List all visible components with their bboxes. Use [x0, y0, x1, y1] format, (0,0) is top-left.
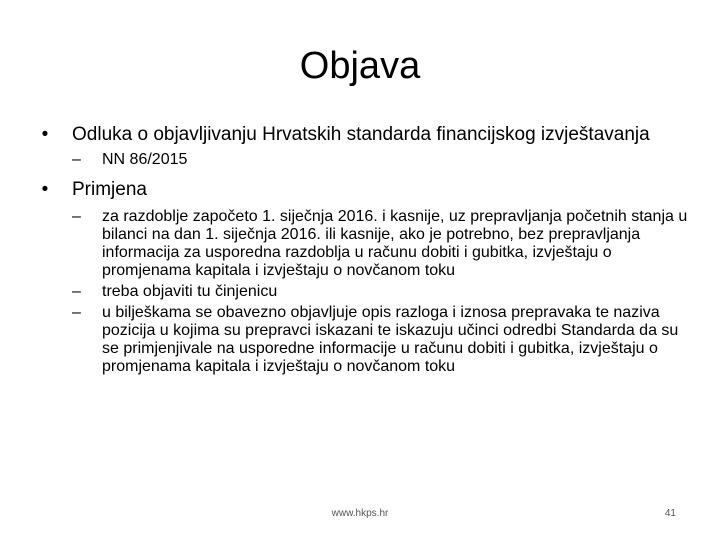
sub-item-text: treba objaviti tu činjenicu: [102, 283, 278, 300]
bullet-icon: •: [41, 124, 49, 145]
bullet-icon: •: [41, 179, 49, 200]
footer-url: www.hkps.hr: [331, 508, 389, 519]
bullet-item-publication-decision: [30, 124, 690, 145]
dash-icon: –: [72, 151, 81, 168]
sub-item-text: u bilješkama se obavezno objavljuje opis razloga i iznosa prepravaka te naziva pozicija u kojima su prepravci iskazani te iskazuju učinci odredbi Standarda da su se primjenjivale na usporedne informacije u računu dobiti i gubitka, izvještaju o promjenama kapitala i izvještaju o novčanom toku: [102, 304, 679, 375]
bullet-text: Primjena: [72, 179, 147, 200]
bullet-item-application: [30, 179, 690, 200]
bullet-text: Odluka o objavljivanju Hrvatskih standarda financijskog izvještavanja: [72, 124, 650, 145]
sub-item-application-period: [30, 208, 690, 280]
page-number: 41: [664, 508, 676, 519]
slide-body: [30, 124, 690, 376]
dash-icon: –: [72, 304, 81, 321]
sub-item-nn-reference: [30, 151, 690, 169]
sub-item-text: NN 86/2015: [102, 151, 188, 168]
sub-item-disclose-fact: [30, 283, 690, 301]
sub-item-notes-disclosure: [30, 304, 690, 376]
dash-icon: –: [72, 283, 81, 300]
slide-title: Objava: [299, 45, 421, 87]
dash-icon: –: [72, 208, 81, 225]
sub-item-text: za razdoblje započeto 1. siječnja 2016. i kasnije, uz prepravljanja početnih stanja u bilanci na dan 1. siječnja 2016. ili kasnije, ako je potrebno, bez prepravljanja informacija za usporedna razdoblja u računu dobiti i gubitka, izvještaju o promjenama kapitala i izvještaju o novčanom toku: [102, 208, 688, 279]
